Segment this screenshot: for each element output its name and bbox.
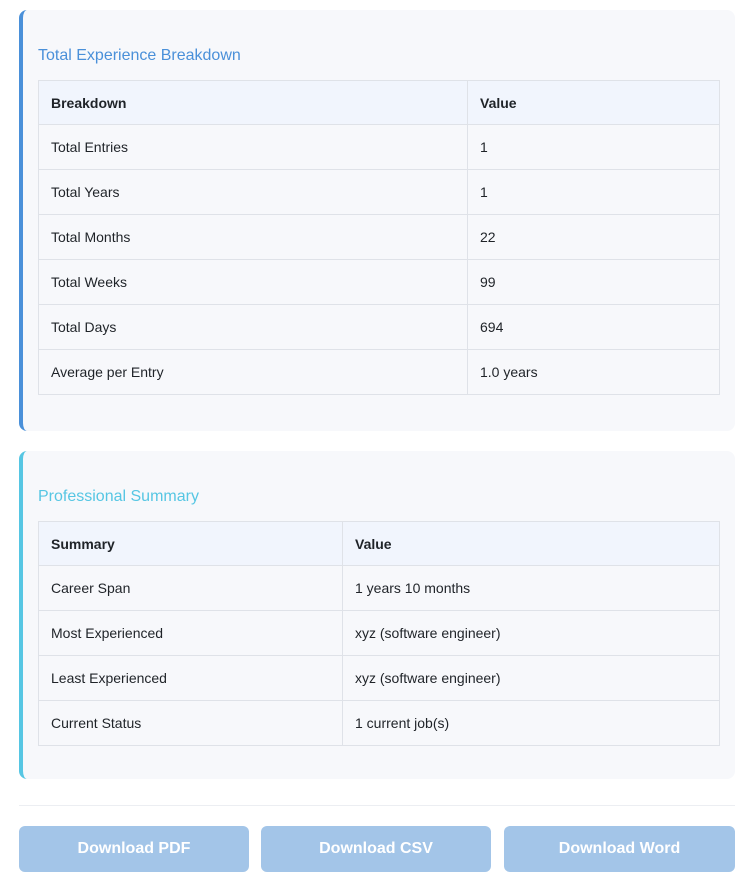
row-value: 1.0 years: [468, 350, 720, 395]
row-value: 1 years 10 months: [343, 566, 720, 611]
row-label: Total Months: [39, 215, 468, 260]
download-csv-button[interactable]: Download CSV: [261, 826, 491, 872]
column-header-summary: Summary: [39, 522, 343, 566]
row-value: 1 current job(s): [343, 701, 720, 746]
table-row: [39, 566, 720, 611]
experience-breakdown-card: [19, 10, 735, 431]
row-label: Total Entries: [39, 125, 468, 170]
download-word-button[interactable]: Download Word: [504, 826, 735, 872]
row-value: 22: [468, 215, 720, 260]
table-row: [39, 350, 720, 395]
download-actions: [19, 826, 735, 872]
table-header-row: [39, 81, 720, 125]
experience-breakdown-table: [38, 80, 720, 395]
table-row: [39, 656, 720, 701]
row-value: 1: [468, 170, 720, 215]
row-label: Least Experienced: [39, 656, 343, 701]
download-pdf-button[interactable]: Download PDF: [19, 826, 249, 872]
experience-breakdown-title: Total Experience Breakdown: [38, 47, 241, 64]
table-row: [39, 215, 720, 260]
column-header-value: Value: [343, 522, 720, 566]
row-label: Most Experienced: [39, 611, 343, 656]
column-header-value: Value: [468, 81, 720, 125]
row-label: Average per Entry: [39, 350, 468, 395]
row-value: xyz (software engineer): [343, 611, 720, 656]
professional-summary-table: [38, 521, 720, 746]
table-header-row: [39, 522, 720, 566]
table-row: [39, 125, 720, 170]
row-value: 1: [468, 125, 720, 170]
row-label: Total Weeks: [39, 260, 468, 305]
row-label: Career Span: [39, 566, 343, 611]
row-label: Total Days: [39, 305, 468, 350]
row-value: 694: [468, 305, 720, 350]
table-row: [39, 170, 720, 215]
row-label: Total Years: [39, 170, 468, 215]
row-value: xyz (software engineer): [343, 656, 720, 701]
table-row: [39, 305, 720, 350]
row-label: Current Status: [39, 701, 343, 746]
professional-summary-card: [19, 451, 735, 779]
column-header-breakdown: Breakdown: [39, 81, 468, 125]
table-row: [39, 260, 720, 305]
table-row: [39, 701, 720, 746]
row-value: 99: [468, 260, 720, 305]
professional-summary-title: Professional Summary: [38, 488, 199, 505]
table-row: [39, 611, 720, 656]
section-divider: [19, 805, 735, 806]
